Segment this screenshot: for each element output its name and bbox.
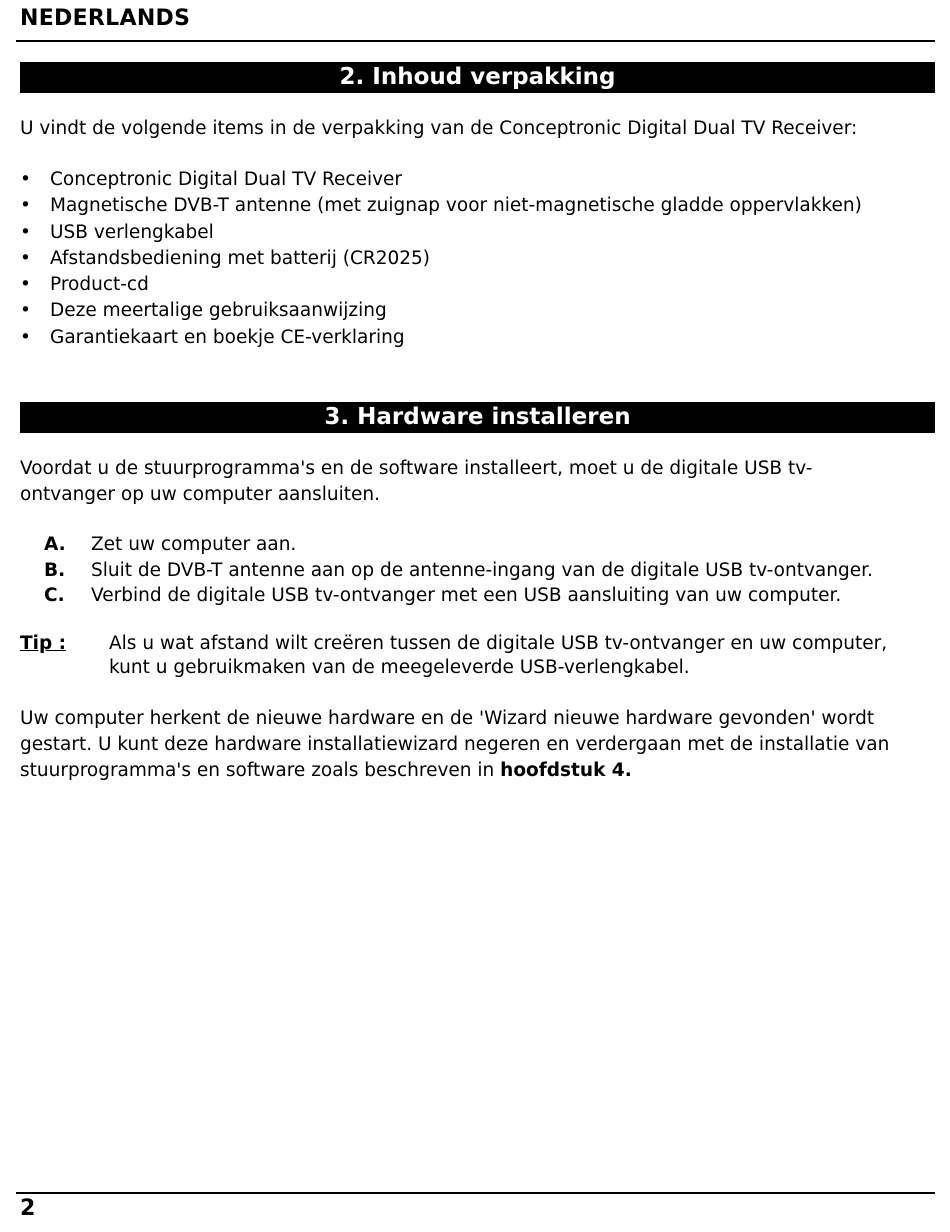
package-contents-list (20, 167, 862, 351)
installation-steps (44, 532, 873, 609)
chapter-reference: hoofdstuk 4 (500, 760, 625, 781)
step-text: Verbind de digitale USB tv-ontvanger met een USB aansluiting van uw computer. (91, 585, 842, 606)
list-item: • Deze meertalige gebruiksaanwijzing (20, 298, 862, 324)
section-3-intro: Voordat u de stuurprogramma's en de software installeert, moet u de digitale USB tv-ontvanger op uw computer aansluiten. (20, 458, 813, 505)
tip-text: Als u wat afstand wilt creëren tussen de digitale USB tv-ontvanger en uw computer, kunt u gebruikmaken van de meegeleverde USB-verlengkabel. (109, 633, 888, 678)
step-c (44, 583, 873, 609)
header-language: NEDERLANDS (20, 6, 191, 31)
list-item: • Afstandsbediening met batterij (CR2025) (20, 246, 862, 272)
bullet-icon: • (20, 300, 31, 322)
section-3-outro (20, 706, 935, 784)
bullet-icon: • (20, 274, 31, 296)
step-text: Sluit de DVB-T antenne aan op de antenne-ingang van de digitale USB tv-ontvanger. (91, 559, 873, 581)
outro-end: . (624, 760, 632, 781)
section-2-title: 2. Inhoud verpakking (20, 62, 935, 93)
tip-note (20, 632, 924, 680)
list-item: • Magnetische DVB-T antenne (met zuignap voor niet-magnetische gladde oppervlakken) (20, 193, 862, 219)
bullet-icon: • (20, 247, 31, 269)
list-item: • Conceptronic Digital Dual TV Receiver (20, 167, 862, 193)
bullet-icon: • (20, 195, 31, 217)
header-rule (16, 40, 935, 42)
list-item: • Product-cd (20, 272, 862, 298)
step-letter: C. (44, 585, 65, 606)
section-2-intro: U vindt de volgende items in de verpakking van de Conceptronic Digital Dual TV Receiver: (20, 118, 858, 139)
bullet-icon: • (20, 221, 31, 243)
outro-text: Uw computer herkent de nieuwe hardware en de 'Wizard nieuwe hardware gevonden' wordt gestart. U kunt deze hardware installatiewizard negeren en verdergaan met de installatie van stuurprogramma's en software zoals beschreven in (20, 708, 890, 781)
section-3-title: 3. Hardware installeren (20, 402, 935, 433)
bullet-icon: • (20, 326, 31, 348)
step-letter: A. (44, 534, 66, 555)
step-b (44, 558, 873, 584)
list-item: • USB verlengkabel (20, 220, 862, 246)
tip-label: Tip : (20, 633, 67, 654)
bullet-icon: • (20, 169, 31, 190)
step-a (44, 532, 873, 558)
footer-rule (16, 1192, 935, 1194)
step-letter: B. (44, 559, 66, 581)
page-number: 2 (20, 1196, 36, 1221)
step-text: Zet uw computer aan. (91, 534, 297, 555)
list-item: • Garantiekaart en boekje CE-verklaring (20, 325, 862, 351)
